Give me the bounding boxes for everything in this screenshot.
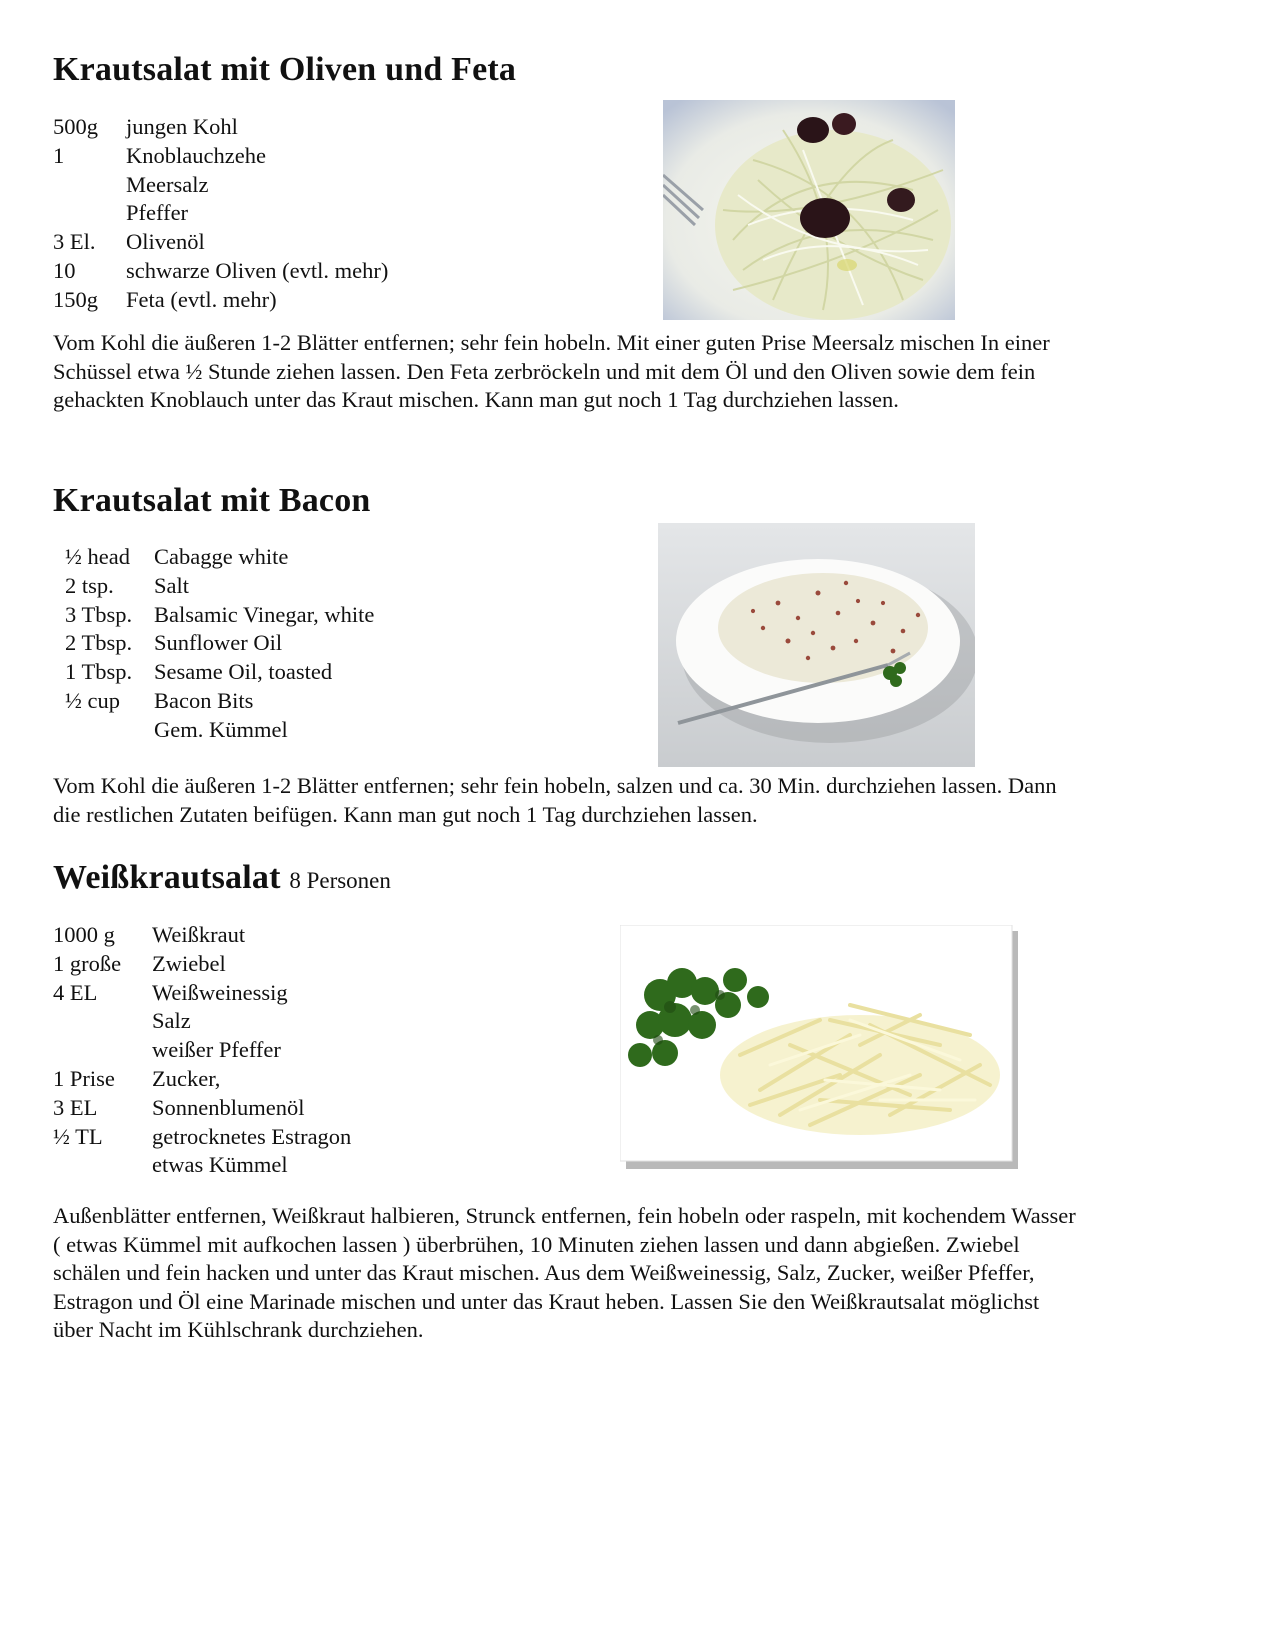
- ingredient-row: [53, 572, 374, 601]
- ingredient-name: Cabagge white: [154, 544, 289, 569]
- ingredient-quantity: [53, 171, 126, 200]
- ingredient-quantity: ½ TL: [53, 1123, 103, 1149]
- ingredient-quantity: 1000 g: [53, 922, 115, 947]
- ingredient-quantity: 3 El.: [53, 229, 96, 255]
- ingredient-row: [53, 1036, 351, 1065]
- ingredient-name: getrocknetes Estragon: [152, 1123, 352, 1149]
- ingredient-row: [53, 1151, 351, 1180]
- recipe-photo-weisskraut: [620, 925, 1018, 1169]
- ingredient-quantity: [53, 716, 154, 745]
- recipe-title: Weißkrautsalat 8 Personen: [53, 859, 391, 896]
- ingredient-name: Knoblauchzehe: [126, 142, 266, 168]
- ingredient-quantity: 1 große: [53, 950, 122, 976]
- ingredient-name: etwas Kümmel: [152, 1152, 288, 1178]
- ingredient-name: Bacon Bits: [154, 687, 254, 713]
- ingredient-quantity: ½ head: [65, 544, 130, 569]
- ingredient-quantity: 10: [53, 257, 76, 283]
- ingredient-row: [53, 543, 374, 572]
- servings-note: 8 Personen: [289, 868, 391, 893]
- ingredient-quantity: ½ cup: [65, 687, 120, 713]
- ingredient-name: Weißweinessig: [152, 979, 288, 1005]
- ingredient-quantity: 500g: [53, 114, 98, 139]
- ingredient-row: [53, 1094, 351, 1123]
- recipe-photo-olive-salad: [663, 100, 955, 320]
- ingredient-name: Pfeffer: [126, 200, 189, 226]
- ingredient-row: [53, 979, 351, 1008]
- recipe-instructions: Außenblätter entfernen, Weißkraut halbieren, Strunck entfernen, fein hobeln oder raspeln, mit kochendem Wasser ( etwas Kümmel mit aufkochen lassen ) überbrühen, 10 Minuten ziehen lassen und dann abgießen. Zwiebel schälen und fein hacken und unter das Kraut mischen. Aus dem Weißweinessig, Salz, Zucker, weißer Pfeffer, Estragon und Öl eine Marinade mischen und unter das Kraut heben. Lassen Sie den Weißkrautsalat möglichst über Nacht im Kühlschrank durchziehen.: [53, 1203, 1076, 1343]
- ingredient-quantity: [53, 199, 126, 228]
- ingredient-row: [53, 950, 351, 979]
- ingredient-quantity: 3 Tbsp.: [65, 601, 133, 627]
- ingredient-row: [53, 228, 388, 257]
- ingredient-quantity: 1 Prise: [53, 1065, 115, 1091]
- recipe-photo-bacon-salad: [658, 523, 975, 767]
- ingredient-row: [53, 658, 374, 687]
- ingredient-row: [53, 601, 374, 630]
- ingredient-name: Balsamic Vinegar, white: [154, 601, 375, 627]
- ingredient-row: [53, 921, 351, 950]
- ingredient-row: [53, 171, 388, 200]
- bacon-salad-image: [658, 523, 975, 767]
- ingredient-name: Olivenöl: [126, 229, 205, 255]
- ingredient-name: weißer Pfeffer: [152, 1037, 281, 1063]
- ingredient-name: Meersalz: [126, 171, 209, 197]
- ingredient-quantity: 4 EL: [53, 979, 98, 1005]
- ingredient-quantity: 150g: [53, 286, 98, 312]
- ingredient-row: [53, 142, 388, 171]
- ingredient-name: jungen Kohl: [126, 114, 238, 139]
- ingredient-quantity: 3 EL: [53, 1094, 98, 1120]
- recipe-instructions: Vom Kohl die äußeren 1-2 Blätter entfernen; sehr fein hobeln. Mit einer guten Prise Meersalz mischen In einer Schüssel etwa ½ Stunde ziehen lassen. Den Feta zerbröckeln und mit dem Öl und den Oliven sowie dem fein gehackten Knoblauch unter das Kraut mischen. Kann man gut noch 1 Tag durchziehen lassen.: [53, 330, 1050, 413]
- ingredient-list: [53, 921, 351, 1180]
- ingredient-row: [53, 199, 388, 228]
- olive-salad-image: [663, 100, 955, 320]
- ingredient-name: schwarze Oliven (evtl. mehr): [126, 257, 389, 283]
- ingredient-list: [53, 543, 374, 745]
- ingredient-list: [53, 113, 388, 315]
- ingredient-name: Sesame Oil, toasted: [154, 659, 333, 685]
- ingredient-quantity: 1 Tbsp.: [65, 659, 133, 685]
- ingredient-name: Salz: [152, 1008, 191, 1034]
- ingredient-row: [53, 629, 374, 658]
- weisskraut-image: [620, 925, 1018, 1169]
- recipe-title: Krautsalat mit Oliven und Feta: [53, 51, 517, 88]
- ingredient-quantity: [53, 1007, 152, 1036]
- ingredient-row: [53, 286, 388, 315]
- ingredient-row: [53, 1007, 351, 1036]
- ingredient-name: Sonnenblumenöl: [152, 1094, 305, 1120]
- ingredient-name: Salt: [154, 572, 190, 598]
- ingredient-quantity: 2 tsp.: [65, 572, 114, 598]
- ingredient-name: Zucker,: [152, 1065, 221, 1091]
- ingredient-row: [53, 113, 388, 142]
- ingredient-row: [53, 1065, 351, 1094]
- ingredient-name: Sunflower Oil: [154, 630, 283, 656]
- ingredient-row: [53, 687, 374, 716]
- ingredient-quantity: [53, 1151, 152, 1180]
- recipe-instructions: Vom Kohl die äußeren 1-2 Blätter entfernen; sehr fein hobeln, salzen und ca. 30 Min. durchziehen lassen. Dann die restlichen Zutaten beifügen. Kann man gut noch 1 Tag durchziehen lassen.: [53, 773, 1057, 827]
- ingredient-name: Zwiebel: [152, 950, 226, 976]
- ingredient-name: Gem. Kümmel: [154, 716, 288, 742]
- ingredient-quantity: 1: [53, 142, 65, 168]
- ingredient-name: Weißkraut: [152, 922, 246, 947]
- ingredient-quantity: [53, 1036, 152, 1065]
- recipe-title: Krautsalat mit Bacon: [53, 482, 371, 519]
- ingredient-row: [53, 716, 374, 745]
- ingredient-row: [53, 257, 388, 286]
- ingredient-row: [53, 1123, 351, 1152]
- ingredient-name: Feta (evtl. mehr): [126, 286, 277, 312]
- ingredient-quantity: 2 Tbsp.: [65, 630, 133, 656]
